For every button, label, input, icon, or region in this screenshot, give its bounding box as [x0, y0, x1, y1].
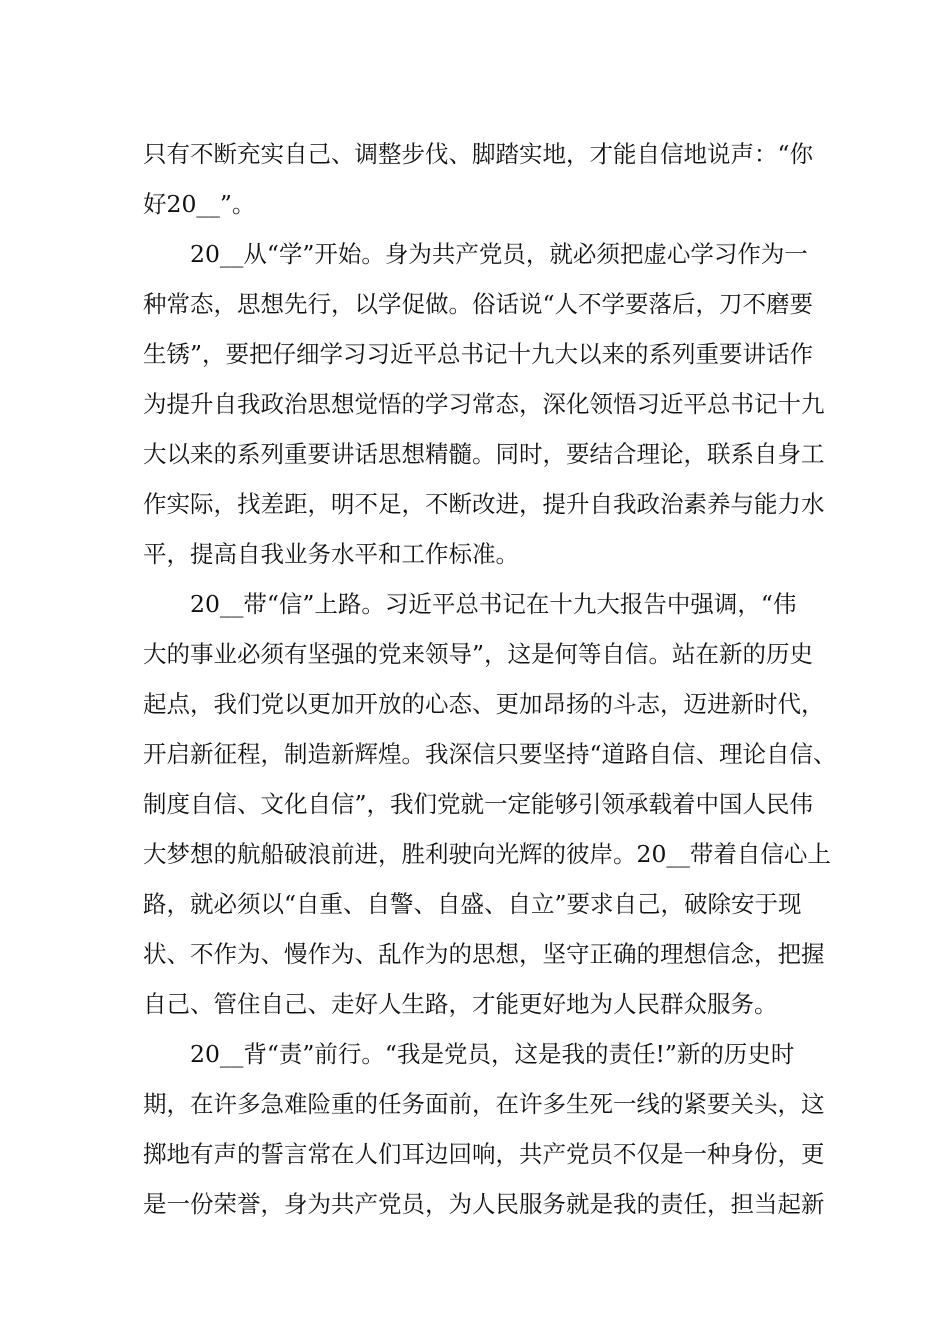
- text-line: 制度自信、文化自信”，我们党就一定能够引领承载着中国人民伟: [143, 790, 814, 818]
- text-line: 起点，我们党以更加开放的心态、更加昂扬的斗志，迈进新时代，: [143, 690, 825, 718]
- text-line: 是一份荣誉，身为共产党员，为人民服务就是我的责任，担当起新: [143, 1190, 825, 1218]
- text-line: 掷地有声的誓言常在人们耳边回响，共产党员不仅是一种身份，更: [143, 1140, 825, 1168]
- text-line: 自己、管住自己、走好人生路，才能更好地为人民群众服务。: [143, 990, 778, 1018]
- text-line: 作实际，找差距，明不足，不断改进，提升自我政治素养与能力水: [143, 490, 825, 518]
- text-line: 为提升自我政治思想觉悟的学习常态，深化领悟习近平总书记十九: [143, 390, 825, 418]
- text-line: 20__带“信”上路。习近平总书记在十九大报告中强调，“伟: [143, 590, 797, 618]
- text-line: 20__背“责”前行。“我是党员，这是我的责任!”新的历史时: [143, 1040, 795, 1068]
- text-line: 大梦想的航船破浪前进，胜利驶向光辉的彼岸。20__带着自信心上: [143, 840, 831, 868]
- text-line: 大的事业必须有坚强的党来领导”，这是何等自信。站在新的历史: [143, 640, 814, 668]
- text-line: 路，就必须以“自重、自警、自盛、自立”要求自己，破除安于现: [143, 890, 802, 918]
- text-line: 平，提高自我业务水平和工作标准。: [143, 540, 519, 568]
- text-line: 期，在许多急难险重的任务面前，在许多生死一线的紧要关头，这: [143, 1090, 825, 1118]
- text-line: 大以来的系列重要讲话思想精髓。同时，要结合理论，联系自身工: [143, 440, 825, 468]
- text-line: 生锈”，要把仔细学习习近平总书记十九大以来的系列重要讲话作: [143, 340, 814, 368]
- text-line: 开启新征程，制造新辉煌。我深信只要坚持“道路自信、理论自信、: [143, 740, 837, 768]
- text-line: 状、不作为、慢作为、乱作为的思想，坚守正确的理想信念，把握: [143, 940, 825, 968]
- text-line: 种常态，思想先行，以学促做。俗话说“人不学要落后，刀不磨要: [143, 290, 814, 318]
- text-line: 好20__”。: [143, 190, 256, 218]
- text-line: 只有不断充实自己、调整步伐、脚踏实地，才能自信地说声：“你: [143, 140, 814, 168]
- text-line: 20__从“学”开始。身为共产党员，就必须把虚心学习作为一: [143, 240, 808, 268]
